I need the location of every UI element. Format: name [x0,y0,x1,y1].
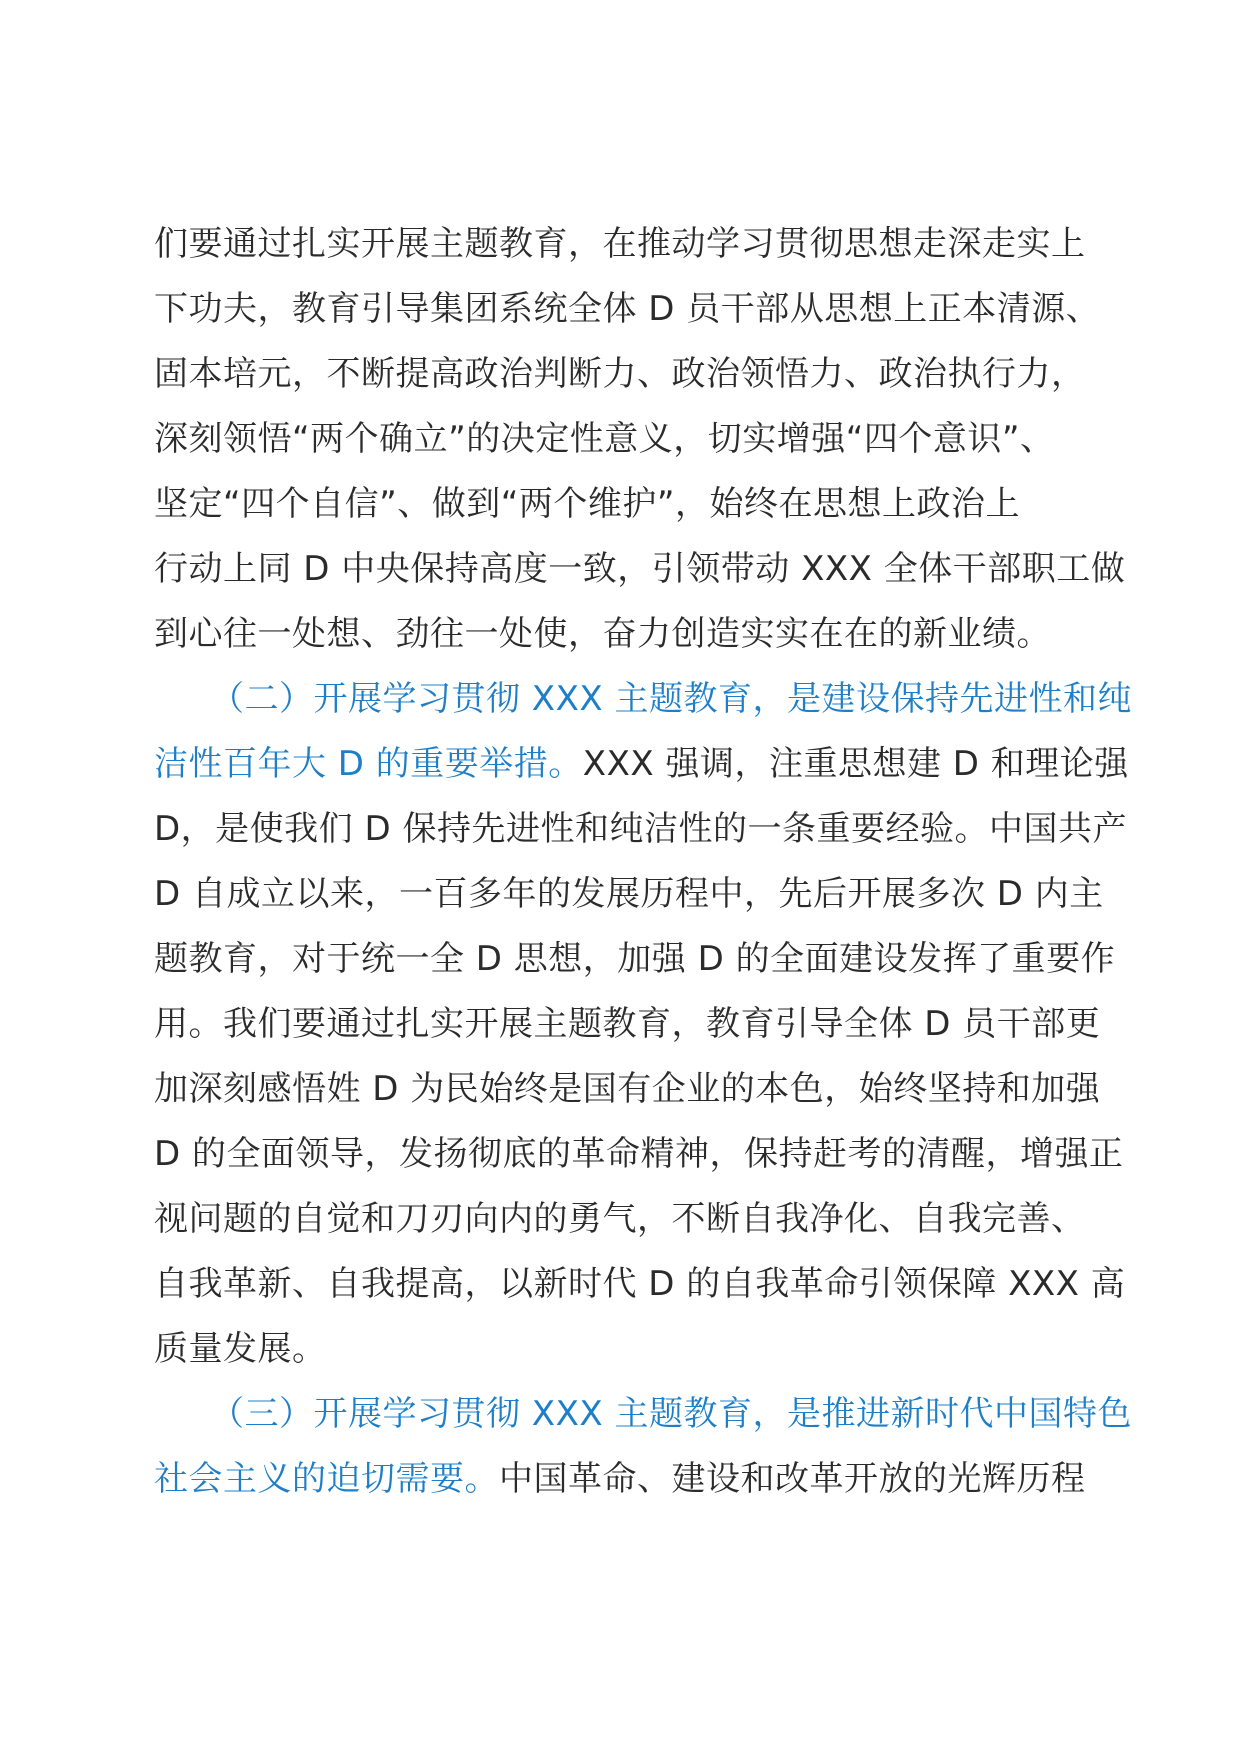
paragraph-line: 们要通过扎实开展主题教育，在推动学习贯彻思想走深走实上 [154,224,1086,264]
paragraph-3 [154,1382,1132,1512]
section-heading-text: 洁性百年大 D 的重要举措。 [154,744,583,784]
paragraph-line: 质量发展。 [154,1329,327,1369]
paragraph-line: 行动上同 D 中央保持高度一致，引领带动 XXX 全体干部职工做 [154,549,1126,589]
paragraph-line: 加深刻感悟姓 D 为民始终是国有企业的本色，始终坚持和加强 [154,1069,1101,1109]
section-heading-text: 社会主义的迫切需要。 [154,1459,499,1499]
section-heading-text: （二）开展学习贯彻 XXX 主题教育，是建设保持先进性和纯 [210,679,1132,719]
paragraph-line: 下功夫，教育引导集团系统全体 D 员干部从思想上正本清源、 [154,289,1101,329]
paragraph-line: D，是使我们 D 保持先进性和纯洁性的一条重要经验。中国共产 [154,809,1127,849]
paragraph-line: 固本培元，不断提高政治判断力、政治领悟力、政治执行力， [154,354,1086,394]
document-body [154,212,1132,1512]
paragraph-line [154,732,1129,797]
paragraph-line: D 自成立以来，一百多年的发展历程中，先后开展多次 D 内主 [154,874,1104,914]
body-text: XXX 强调，注重思想建 D 和理论强 [582,744,1129,784]
paragraph-2 [154,667,1132,1382]
paragraph-line: 深刻领悟“两个确立”的决定性意义，切实增强“四个意识”、 [154,419,1055,459]
section-heading-2 [154,667,1132,732]
section-heading-3 [154,1382,1132,1447]
paragraph-line: 坚定“四个自信”、做到“两个维护”，始终在思想上政治上 [154,484,1020,524]
paragraph-line: D 的全面领导，发扬彻底的革命精神，保持赶考的清醒，增强正 [154,1134,1124,1174]
paragraph-line: 用。我们要通过扎实开展主题教育，教育引导全体 D 员干部更 [154,1004,1101,1044]
section-heading-text: （三）开展学习贯彻 XXX 主题教育，是推进新时代中国特色 [210,1394,1132,1434]
paragraph-line: 题教育，对于统一全 D 思想，加强 D 的全面建设发挥了重要作 [154,939,1116,979]
paragraph-line: 到心往一处想、劲往一处使，奋力创造实实在在的新业绩。 [154,614,1051,654]
paragraph-line: 自我革新、自我提高，以新时代 D 的自我革命引领保障 XXX 高 [154,1264,1126,1304]
paragraph-1 [154,212,1126,667]
paragraph-line: 视问题的自觉和刀刃向内的勇气，不断自我净化、自我完善、 [154,1199,1086,1239]
paragraph-line [154,1447,1090,1512]
body-text: 中国革命、建设和改革开放的光辉历程 [499,1459,1086,1499]
